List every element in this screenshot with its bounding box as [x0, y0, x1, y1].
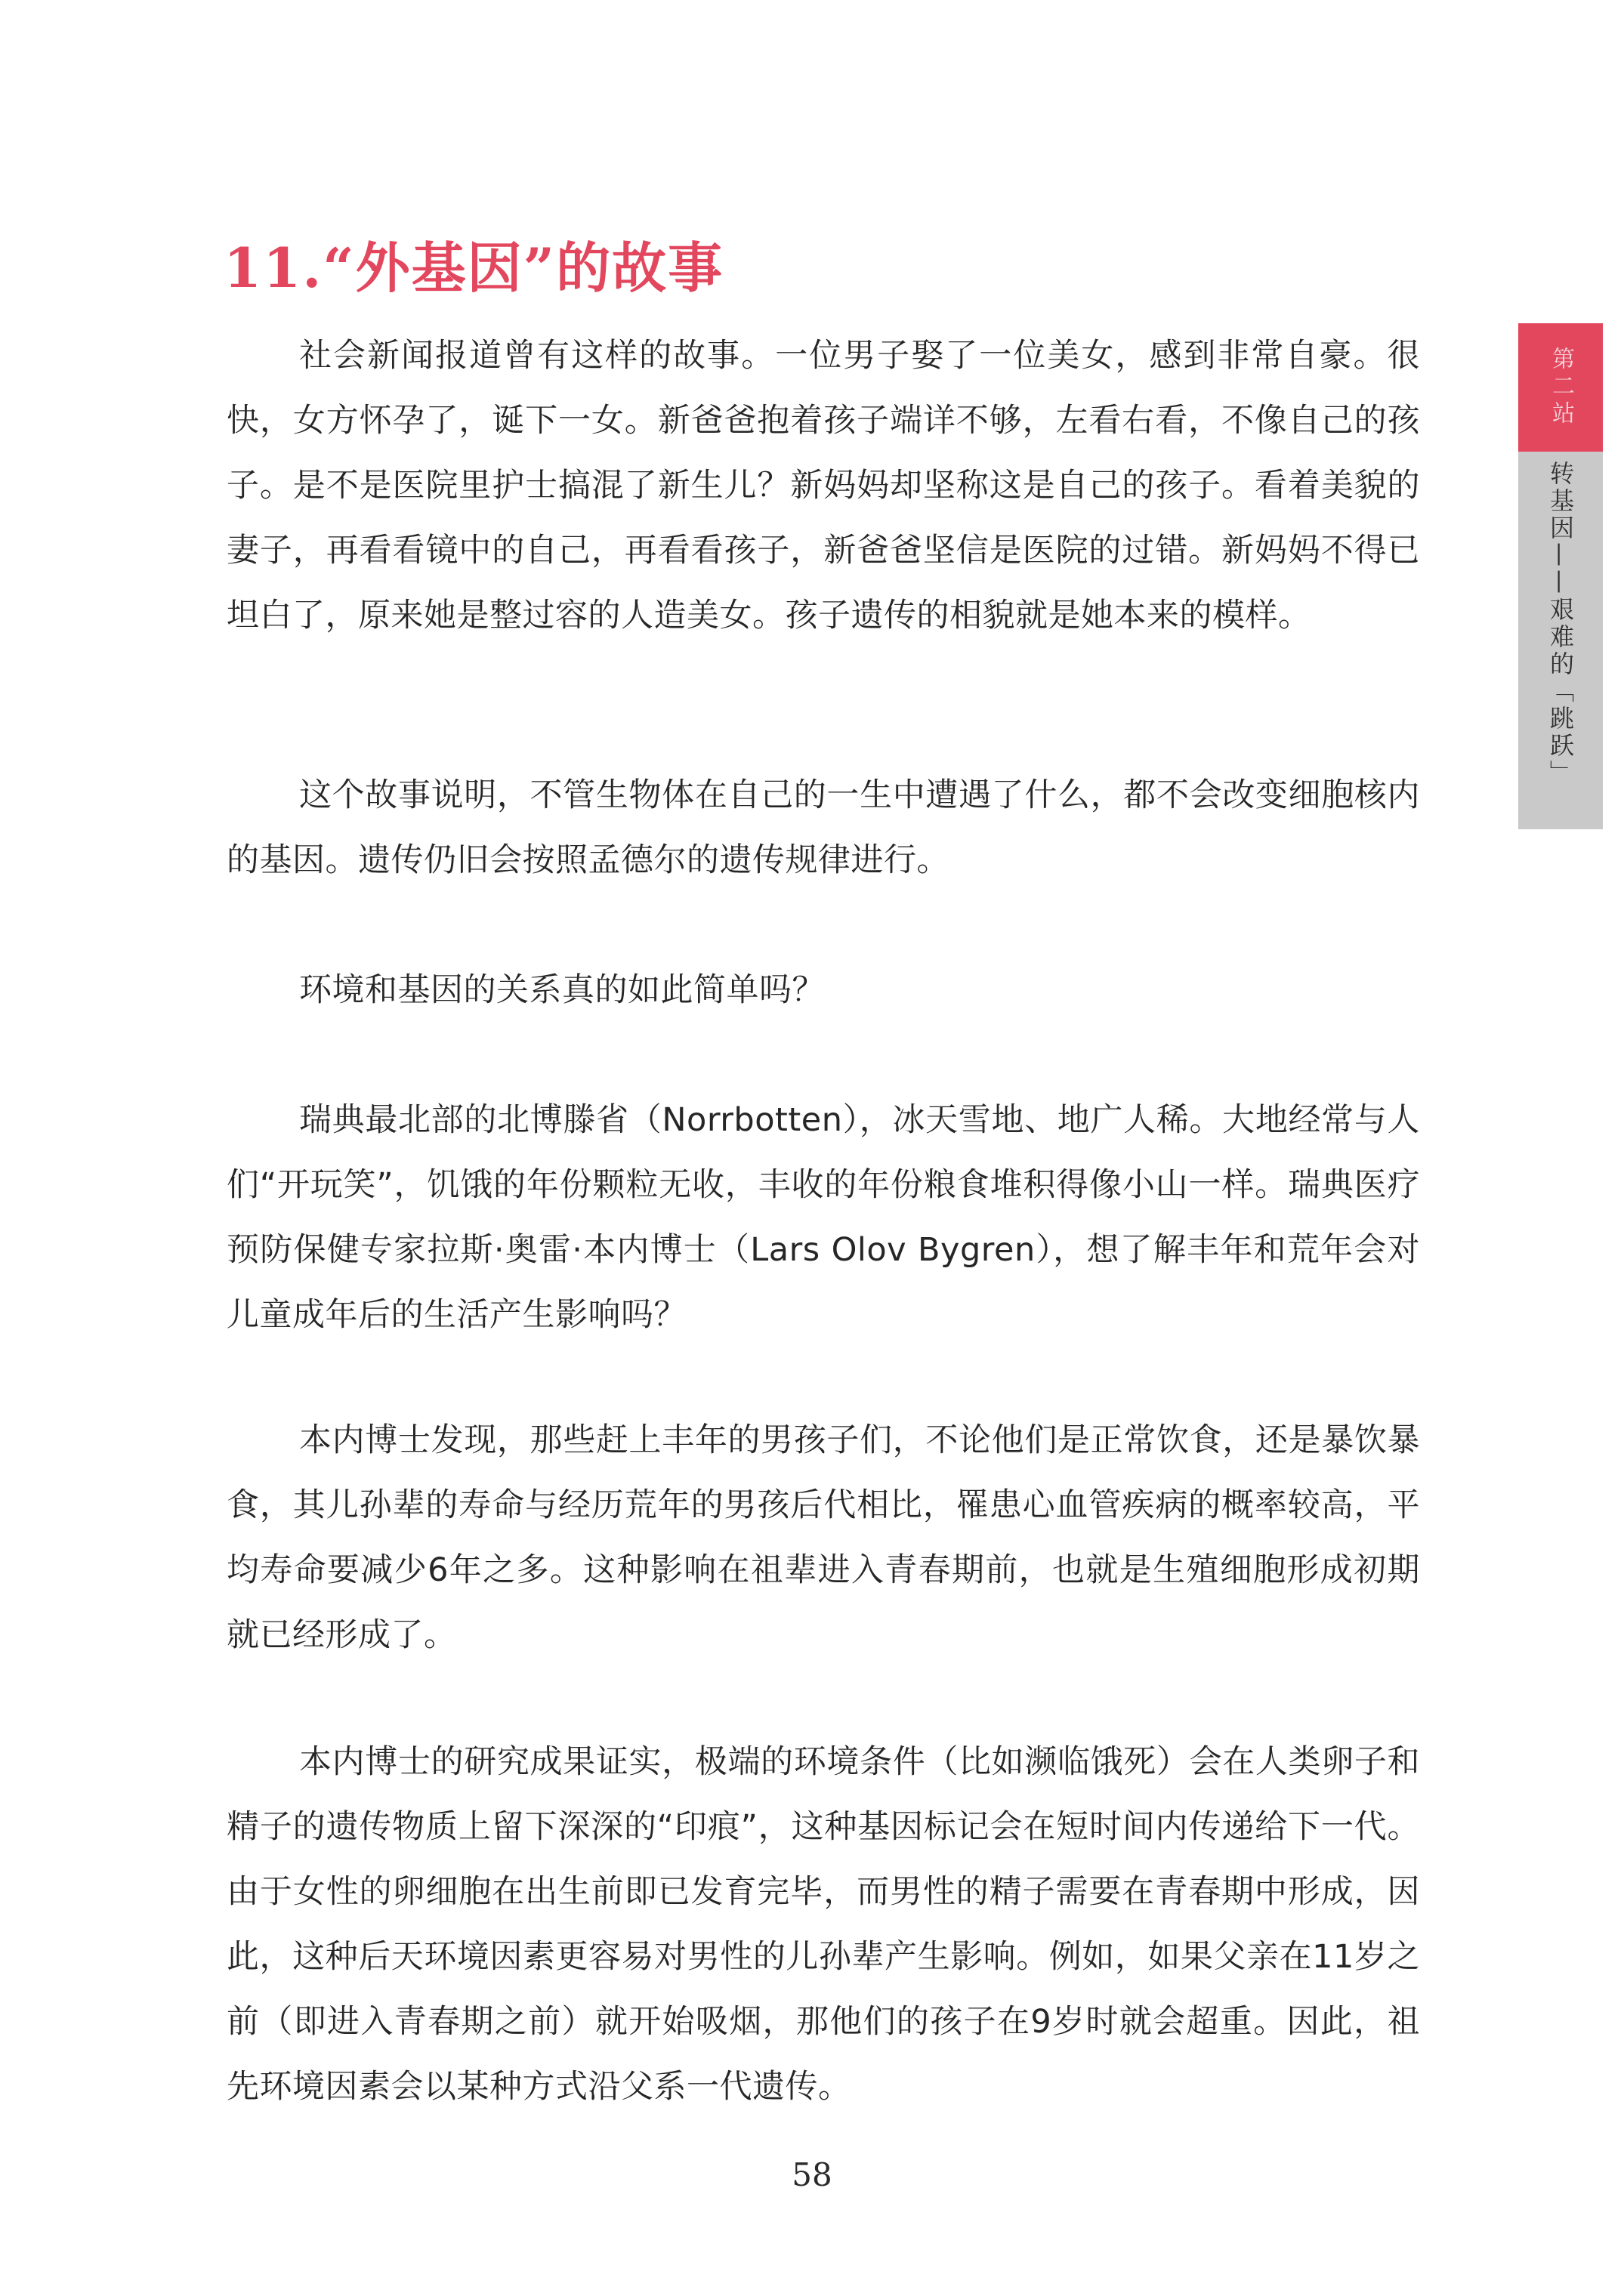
paragraph-explanation: 这个故事说明，不管生物体在自己的一生中遭遇了什么，都不会改变细胞核内的基因。遗传仍旧会按照孟德尔的遗传规律进行。: [227, 776, 1420, 879]
paragraph-norrbotten: 瑞典最北部的北博滕省（Norrbotten），冰天雪地、地广人稀。大地经常与人们“开玩笑”，饥饿的年份颗粒无收，丰收的年份粮食堆积得像小山一样。瑞典医疗预防保健专家拉斯·奥雷·本内博士（Lars Olov Bygren），想了解丰年和荒年会对儿童成年后的生活产生影响吗？: [227, 1101, 1420, 1334]
paragraph-story: 社会新闻报道曾有这样的故事。一位男子娶了一位美女，感到非常自豪。很快，女方怀孕了，诞下一女。新爸爸抱着孩子端详不够，左看右看，不像自己的孩子。是不是医院里护士搞混了新生儿？新妈妈却坚称这是自己的孩子。看着美貌的妻子，再看看镜中的自己，再看看孩子，新爸爸坚信是医院的过错。新妈妈不得已坦白了，原来她是整过容的人造美女。孩子遗传的相貌就是她本来的模样。: [227, 337, 1420, 634]
side-tab-station: [1518, 323, 1603, 452]
paragraph-question: 环境和基因的关系真的如此简单吗？: [299, 971, 825, 1009]
chapter-title: 11.“外基因”的故事: [224, 236, 724, 301]
side-tab-section: [1518, 452, 1603, 829]
side-tab-station-label: 第二站: [1548, 347, 1574, 428]
side-tab-section-label: 转基因——艰难的「跳跃」: [1546, 461, 1575, 787]
paragraph-findings: 本内博士发现，那些赶上丰年的男孩子们，不论他们是正常饮食，还是暴饮暴食，其儿孙辈的寿命与经历荒年的男孩后代相比，罹患心血管疾病的概率较高，平均寿命要减少6年之多。这种影响在祖辈进入青春期前，也就是生殖细胞形成初期就已经形成了。: [227, 1421, 1420, 1654]
page-number: 58: [792, 2156, 832, 2193]
paragraph-conclusion: 本内博士的研究成果证实，极端的环境条件（比如濒临饿死）会在人类卵子和精子的遗传物质上留下深深的“印痕”，这种基因标记会在短时间内传递给下一代。由于女性的卵细胞在出生前即已发育完毕，而男性的精子需要在青春期中形成，因此，这种后天环境因素更容易对男性的儿孙辈产生影响。例如，如果父亲在11岁之前（即进入青春期之前）就开始吸烟，那他们的孩子在9岁时就会超重。因此，祖先环境因素会以某种方式沿父系一代遗传。: [227, 1743, 1420, 2106]
chapter-side-tab: [1518, 323, 1603, 829]
